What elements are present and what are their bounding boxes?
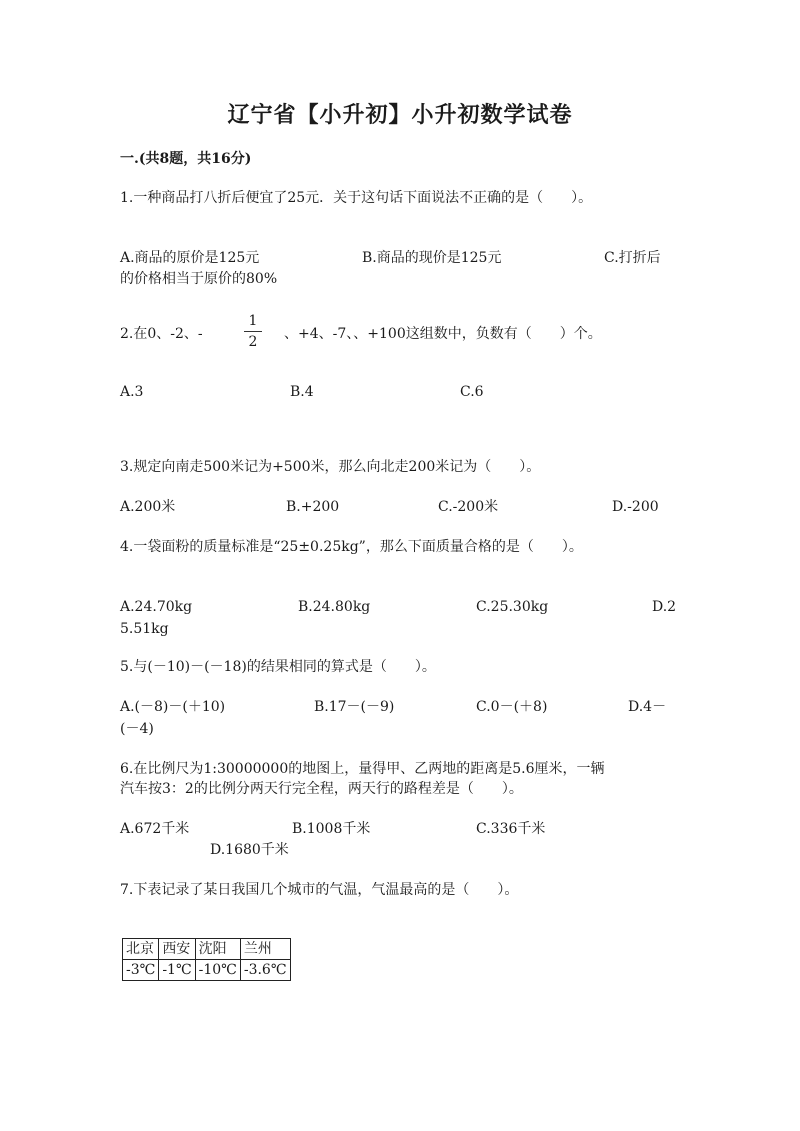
question-6-option-d: D.1680千米 [210,842,289,858]
table-cell-city: 沈阳 [195,939,240,960]
question-2-option-a: A.3 [120,384,144,400]
question-1-option-b: B.商品的现价是125元 [362,250,502,266]
table-cell-city: 兰州 [240,939,290,960]
question-1-stem: 1.一种商品打八折后便宜了25元．关于这句话下面说法不正确的是（ ）。 [120,190,593,206]
question-5-option-b: B.17－(－9) [314,699,395,715]
question-2-fraction [240,313,266,350]
question-3-option-b: B.+200 [286,499,340,515]
question-1-option-c-continued: 的价格相当于原价的80% [120,271,278,287]
question-3-stem: 3.规定向南走500米记为+500米，那么向北走200米记为（ ）。 [120,459,541,475]
table-row-cities [123,939,291,960]
question-6-option-c: C.336千米 [476,821,546,837]
question-2-stem-start: 2.在0、-2、- [120,326,203,342]
table-cell-temperature: -3℃ [123,960,159,981]
table-row-temperatures [123,960,291,981]
question-4-option-c: C.25.30kg [476,599,549,615]
question-4-option-d-continued: 5.51kg [120,621,169,637]
city-temperature-table [122,938,291,981]
question-3-option-a: A.200米 [120,499,176,515]
question-4-option-a: A.24.70kg [120,599,193,615]
fraction-denominator: 2 [248,334,258,350]
question-3-option-c: C.-200米 [438,499,499,515]
question-5-option-a: A.(－8)－(＋10) [120,699,226,715]
document-title: 辽宁省【小升初】小升初数学试卷 [227,102,573,128]
question-1-option-c: C.打折后 [604,250,661,266]
table-cell-temperature: -10℃ [195,960,240,981]
question-4-option-d: D.2 [652,599,677,615]
question-6-stem-line-2: 汽车按3：2的比例分两天行完全程，两天行的路程差是（ ）。 [120,781,523,797]
question-6-option-a: A.672千米 [120,821,190,837]
fraction-bar [244,331,262,332]
question-4-option-b: B.24.80kg [298,599,371,615]
question-3-option-d: D.-200 [612,499,659,515]
question-4-stem: 4.一袋面粉的质量标准是“25±0.25kg”，那么下面质量合格的是（ ）。 [120,539,583,555]
question-5-option-c: C.0－(＋8) [476,699,548,715]
question-2-stem-end: 、+4、-7、、+100这组数中，负数有（ ）个。 [284,326,602,342]
question-6-option-b: B.1008千米 [292,821,371,837]
question-5-stem: 5.与(－10)－(－18)的结果相同的算式是（ ）。 [120,659,436,675]
table-cell-temperature: -3.6℃ [240,960,290,981]
question-2-option-b: B.4 [290,384,314,400]
question-1-option-a: A.商品的原价是125元 [120,250,260,266]
question-2-option-c: C.6 [460,384,484,400]
question-5-option-d-continued: (－4) [120,721,154,737]
question-5-option-d: D.4－ [628,699,667,715]
question-7-stem: 7.下表记录了某日我国几个城市的气温，气温最高的是（ ）。 [120,882,519,898]
table-cell-city: 西安 [159,939,195,960]
question-6-stem-line-1: 6.在比例尺为1:30000000的地图上，量得甲、乙两地的距离是5.6厘米，一辆 [120,761,605,777]
section-heading: 一.(共8题，共16分) [120,151,252,167]
fraction-numerator: 1 [248,313,258,329]
table-cell-city: 北京 [123,939,159,960]
table-cell-temperature: -1℃ [159,960,195,981]
